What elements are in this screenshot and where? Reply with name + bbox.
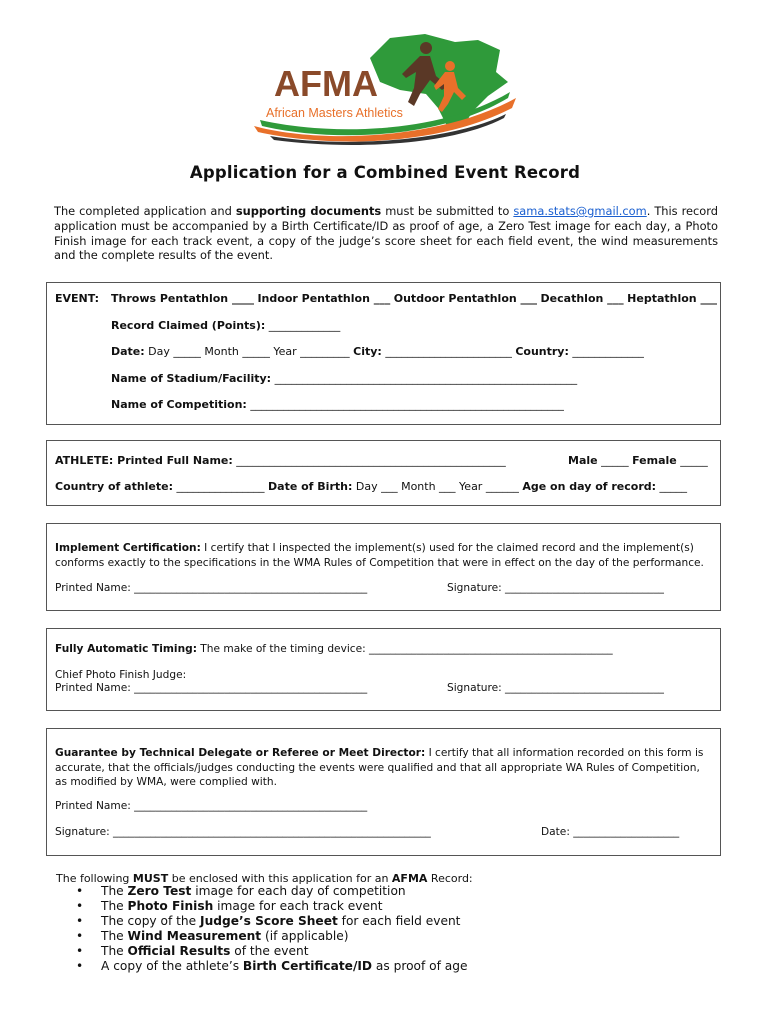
list-item: • The Official Results of the event bbox=[56, 944, 468, 959]
athlete-country-field[interactable]: ________________ bbox=[176, 480, 265, 493]
list-item: • The copy of the Judge’s Score Sheet for each field event bbox=[56, 914, 468, 929]
age-field[interactable]: _____ bbox=[659, 480, 688, 493]
dob-label: Date of Birth: bbox=[268, 480, 353, 493]
list-item: • The Zero Test image for each day of competition bbox=[56, 884, 468, 899]
timing-device-text: Fully Automatic Timing: The make of the timing device: ______________________________________________ bbox=[55, 643, 613, 655]
athlete-section bbox=[46, 440, 721, 506]
country-field[interactable]: _____________ bbox=[572, 345, 644, 358]
implement-printed-name-field[interactable]: Printed Name: ____________________________________________ bbox=[55, 582, 368, 594]
competition-field[interactable]: _________________________________________________________ bbox=[250, 398, 564, 411]
chief-judge-label: Chief Photo Finish Judge: bbox=[55, 669, 187, 681]
guarantee-section bbox=[46, 728, 721, 856]
guarantee-printed-name-field[interactable]: Printed Name: ____________________________________________ bbox=[55, 800, 368, 812]
athlete-name-field[interactable]: _________________________________________________ bbox=[236, 454, 506, 467]
indoor-pentathlon-option[interactable]: Indoor Pentathlon ___ bbox=[257, 292, 391, 305]
intro-paragraph: The completed application and supporting documents must be submitted to sama.stats@gmail.com. This record application must be accompanied by a Birth Certificate/ID as proof of age, a Zero Test image for each day, a Photo Finish image for each track event, a copy of the judge’s score sheet for each field event, the wind measurements and the complete results of the event. bbox=[54, 204, 718, 263]
dob-field[interactable]: Day ___ Month ___ Year ______ bbox=[355, 480, 519, 493]
city-field[interactable]: _______________________ bbox=[385, 345, 512, 358]
implement-certification-section bbox=[46, 523, 721, 611]
implement-signature-field[interactable]: Signature: ______________________________ bbox=[447, 582, 664, 594]
stadium-field[interactable]: _______________________________________________________ bbox=[274, 372, 578, 385]
date-field[interactable]: Day _____ Month _____ Year _________ bbox=[148, 345, 350, 358]
requirements-list bbox=[56, 884, 468, 973]
logo-text: AFMA bbox=[274, 63, 378, 104]
guarantee-text: Guarantee by Technical Delegate or Referee or Meet Director: I certify that all information recorded on this form is accurate, that the officials/judges conducting the events were qualified and that all appropriate WA Rules of Competition, as modified by WMA, were complied with. bbox=[55, 747, 704, 789]
list-item: • The Wind Measurement (if applicable) bbox=[56, 929, 468, 944]
athlete-name-label: ATHLETE: Printed Full Name: bbox=[55, 454, 233, 467]
age-label: Age on day of record: bbox=[522, 480, 657, 493]
guarantee-signature-field[interactable]: Signature: ____________________________________________________________ bbox=[55, 826, 431, 838]
outdoor-pentathlon-option[interactable]: Outdoor Pentathlon ___ bbox=[393, 292, 538, 305]
implement-certification-text: Implement Certification: I certify that I inspected the implement(s) used for the claimed record and the implement(s) conforms exactly to the specifications in the WMA Rules of Competition that were in effect on the day of the performance. bbox=[55, 542, 704, 569]
logo-subtitle: African Masters Athletics bbox=[266, 106, 403, 120]
country-label: Country: bbox=[515, 345, 569, 358]
record-claimed-field[interactable]: _____________ bbox=[268, 319, 341, 332]
event-section bbox=[46, 282, 721, 425]
stadium-label: Name of Stadium/Facility: bbox=[111, 372, 272, 385]
city-label: City: bbox=[353, 345, 382, 358]
male-field[interactable]: _____ bbox=[601, 454, 629, 467]
competition-label: Name of Competition: bbox=[111, 398, 247, 411]
female-field[interactable]: _____ bbox=[680, 454, 708, 467]
email-link[interactable]: sama.stats@gmail.com bbox=[513, 204, 647, 218]
afma-logo bbox=[250, 30, 520, 145]
female-label: Female bbox=[632, 454, 677, 467]
decathlon-option[interactable]: Decathlon ___ bbox=[540, 292, 624, 305]
event-label: EVENT: bbox=[55, 292, 100, 305]
heptathlon-option[interactable]: Heptathlon ___ bbox=[627, 292, 717, 305]
timing-device-field[interactable]: The make of the timing device: ______________________________________________ bbox=[196, 643, 613, 655]
enclosed-intro: The following MUST be enclosed with this application for an AFMA Record: bbox=[56, 872, 473, 885]
timing-section bbox=[46, 628, 721, 711]
throws-pentathlon-option[interactable]: Throws Pentathlon ____ bbox=[111, 292, 254, 305]
athlete-country-label: Country of athlete: bbox=[55, 480, 174, 493]
date-label: Date: bbox=[111, 345, 145, 358]
guarantee-date-field[interactable]: Date: ____________________ bbox=[541, 826, 680, 838]
list-item: • The Photo Finish image for each track event bbox=[56, 899, 468, 914]
male-label: Male bbox=[568, 454, 598, 467]
list-item: • A copy of the athlete’s Birth Certificate/ID as proof of age bbox=[56, 959, 468, 974]
timing-signature-field[interactable]: Signature: ______________________________ bbox=[447, 682, 664, 694]
timing-printed-name-field[interactable]: Printed Name: ____________________________________________ bbox=[55, 682, 368, 694]
page-title: Application for a Combined Event Record bbox=[189, 163, 581, 182]
record-claimed-label: Record Claimed (Points): bbox=[111, 319, 266, 332]
